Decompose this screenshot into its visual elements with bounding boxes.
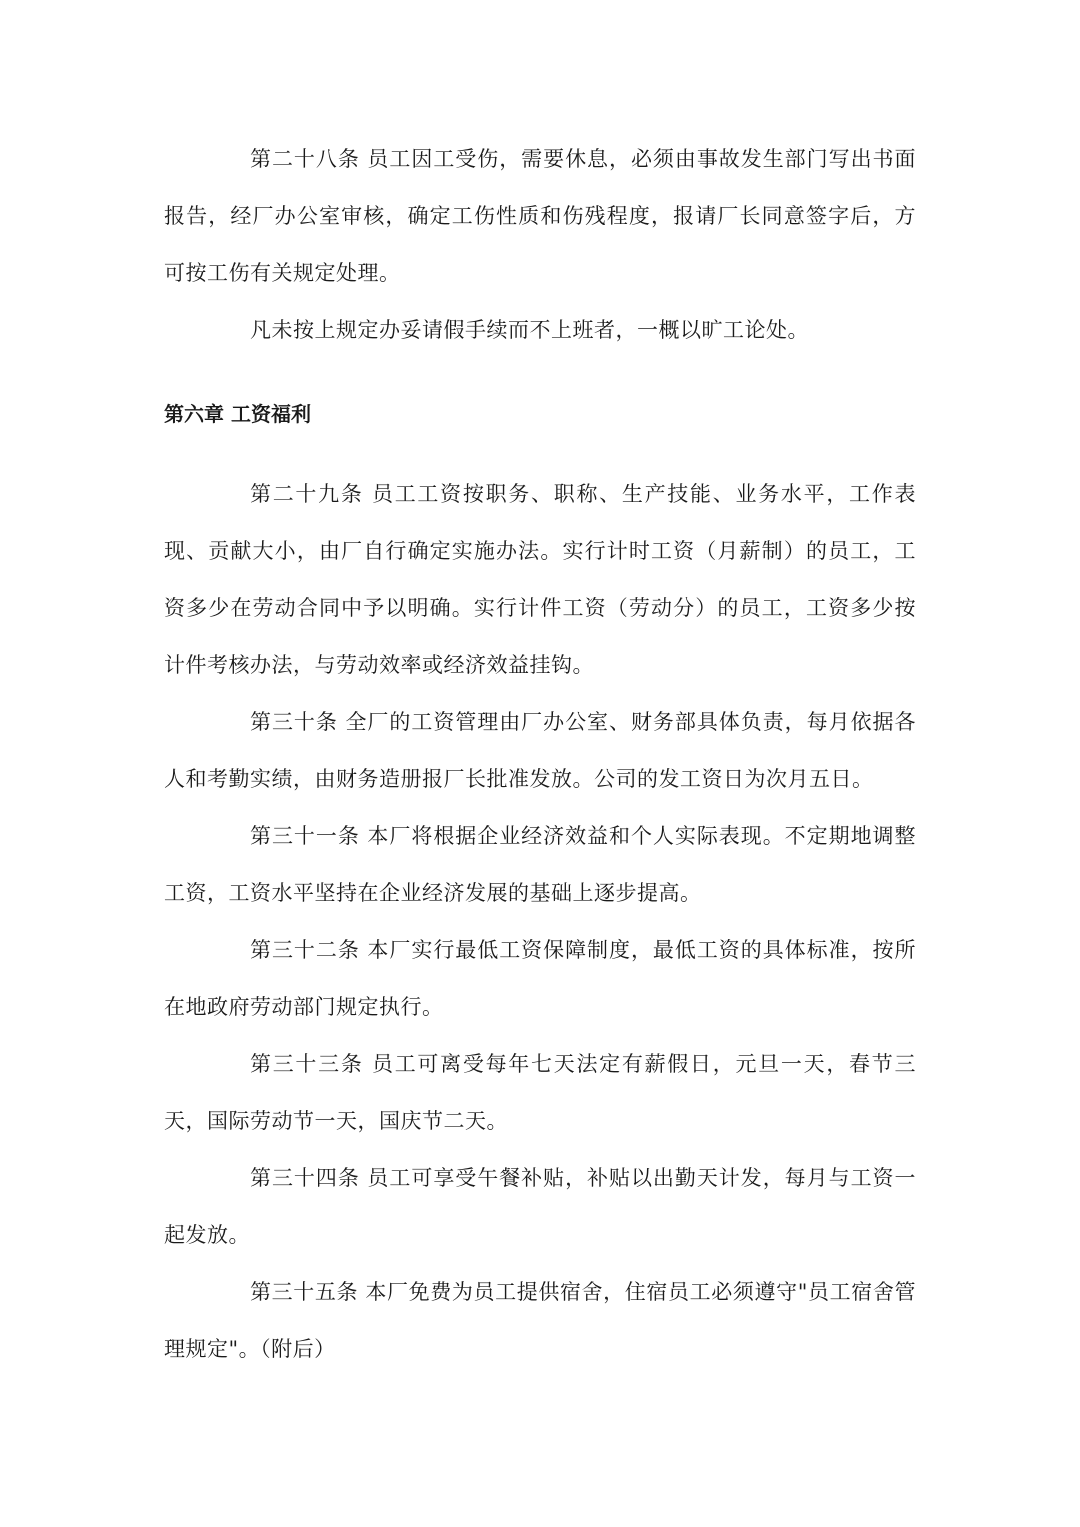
article-28-paragraph: 第二十八条 员工因工受伤，需要休息，必须由事故发生部门写出书面报告，经厂办公室审核，确定工伤性质和伤残程度，报请厂长同意签字后，方可按工伤有关规定处理。 <box>164 147 916 285</box>
spacer <box>164 359 916 400</box>
article-34-paragraph: 第三十四条 员工可享受午餐补贴，补贴以出勤天计发，每月与工资一起发放。 <box>164 1166 916 1247</box>
absence-rule-paragraph: 凡未按上规定办妥请假手续而不上班者，一概以旷工论处。 <box>250 318 809 342</box>
article-31-paragraph: 第三十一条 本厂将根据企业经济效益和个人实际表现。不定期地调整工资，工资水平坚持在企业经济发展的基础上逐步提高。 <box>164 824 916 905</box>
spacer <box>164 428 916 466</box>
article-32-paragraph: 第三十二条 本厂实行最低工资保障制度，最低工资的具体标准，按所在地政府劳动部门规定执行。 <box>164 938 916 1019</box>
document-body <box>164 131 916 1378</box>
article-33-paragraph: 第三十三条 员工可离受每年七天法定有薪假日，元旦一天，春节三天，国际劳动节一天，国庆节二天。 <box>164 1052 916 1133</box>
article-35-paragraph: 第三十五条 本厂免费为员工提供宿舍，住宿员工必须遵守"员工宿舍管理规定"。（附后） <box>164 1280 916 1361</box>
article-29-paragraph: 第二十九条 员工工资按职务、职称、生产技能、业务水平，工作表现、贡献大小，由厂自行确定实施办法。实行计时工资（月薪制）的员工，工资多少在劳动合同中予以明确。实行计件工资（劳动分）的员工，工资多少按计件考核办法，与劳动效率或经济效益挂钩。 <box>164 482 916 677</box>
chapter-heading: 第六章 工资福利 <box>164 402 311 426</box>
article-30-paragraph: 第三十条 全厂的工资管理由厂办公室、财务部具体负责，每月依据各人和考勤实绩，由财务造册报厂长批准发放。公司的发工资日为次月五日。 <box>164 710 916 791</box>
